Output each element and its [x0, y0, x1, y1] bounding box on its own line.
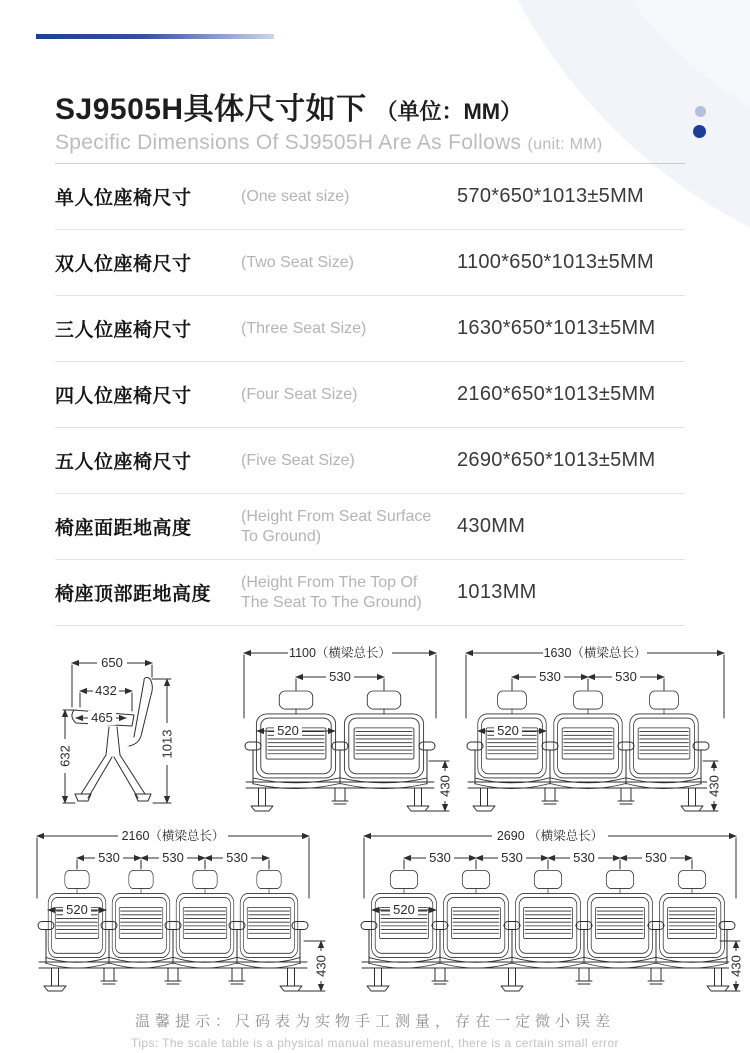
table-row	[55, 164, 685, 230]
row-label-zh: 双人位座椅尺寸	[55, 254, 192, 275]
page-subtitle	[55, 131, 603, 155]
two-seat-diagram	[240, 643, 460, 818]
page-title-unit: （单位：MM）	[375, 99, 523, 124]
dim-label-530: 530	[615, 669, 637, 684]
dim-label-430: 430	[706, 775, 722, 797]
dim-label-530: 530	[645, 850, 667, 865]
dim-label-520: 520	[277, 723, 299, 738]
decor-dot-light	[695, 106, 706, 117]
row-label-zh: 单人位座椅尺寸	[55, 188, 192, 209]
dim-label-530: 530	[501, 850, 523, 865]
row-label-en: (One seat size)	[241, 187, 350, 205]
row-value: 2160*650*1013±5MM	[457, 383, 656, 405]
dim-label-520: 520	[393, 902, 415, 917]
dim-label-632: 632	[57, 745, 73, 767]
row-value: 430MM	[457, 515, 526, 537]
four-seat-diagram	[25, 828, 355, 1013]
row-label-zh: 三人位座椅尺寸	[55, 320, 192, 341]
dim-label-530: 530	[539, 669, 561, 684]
dim-label-total: 2160（横梁总长）	[121, 829, 225, 843]
dim-label-650: 650	[101, 655, 123, 670]
dim-label-total: 1630（横梁总长）	[543, 646, 647, 660]
pedestal-column	[106, 727, 120, 755]
pedestal-feet	[75, 794, 151, 801]
row-value: 1013MM	[457, 581, 537, 603]
row-label-en: (Height From Seat Surface To Ground)	[241, 507, 432, 545]
side-view-diagram	[55, 643, 185, 818]
row-label-zh: 五人位座椅尺寸	[55, 452, 192, 473]
row-value: 570*650*1013±5MM	[457, 185, 645, 207]
tips-footer	[0, 1010, 750, 1050]
tips-text-zh: 温馨提示：尺码表为实物手工测量，存在一定微小误差	[134, 1013, 615, 1030]
row-value: 1100*650*1013±5MM	[457, 251, 654, 273]
dim-label-520: 520	[66, 902, 88, 917]
dim-label-520: 520	[497, 723, 519, 738]
pedestal-legs	[81, 755, 145, 798]
dim-label-465: 465	[91, 710, 113, 725]
table-row	[55, 296, 685, 362]
dim-label-530: 530	[98, 850, 120, 865]
dim-label-530: 530	[329, 669, 351, 684]
page-subtitle-unit: (unit: MM)	[527, 136, 603, 153]
three-seat-diagram	[460, 643, 730, 818]
page-subtitle-text: Specific Dimensions Of SJ9505H Are As Follows	[55, 131, 522, 154]
dim-label-total: 2690 （横梁总长）	[496, 829, 604, 843]
backrest-outline	[129, 679, 152, 746]
row-label-en: (Three Seat Size)	[241, 319, 367, 337]
table-row	[55, 230, 685, 296]
decor-dot-dark	[693, 125, 706, 138]
row-label-zh: 椅座顶部距地高度	[55, 584, 212, 605]
table-row	[55, 560, 685, 626]
row-label-en: (Four Seat Size)	[241, 385, 358, 403]
dim-label-432: 432	[95, 683, 117, 698]
row-label-zh: 椅座面距地高度	[55, 518, 192, 539]
dim-label-530: 530	[162, 850, 184, 865]
dim-label-530: 530	[226, 850, 248, 865]
row-label-en: (Five Seat Size)	[241, 451, 355, 469]
dim-label-430: 430	[313, 955, 329, 977]
table-row	[55, 362, 685, 428]
dim-label-530: 530	[429, 850, 451, 865]
row-value: 2690*650*1013±5MM	[457, 449, 656, 471]
dim-label-430: 430	[728, 955, 744, 977]
row-label-en: (Two Seat Size)	[241, 253, 354, 271]
dim-label-1013: 1013	[159, 729, 175, 759]
five-seat-diagram	[358, 828, 743, 1013]
tips-text-en: Tips: The scale table is a physical manual measurement, there is a certain small error	[131, 1036, 619, 1050]
row-label-en: (Height From The Top Of The Seat To The Ground)	[241, 573, 422, 611]
page-title-text: SJ9505H具体尺寸如下	[55, 93, 367, 126]
page-title	[55, 84, 522, 128]
row-label-zh: 四人位座椅尺寸	[55, 386, 192, 407]
table-row	[55, 428, 685, 494]
dim-label-530: 530	[573, 850, 595, 865]
table-row	[55, 494, 685, 560]
dim-label-430: 430	[437, 775, 453, 797]
dim-label-total: 1100（横梁总长）	[289, 646, 391, 660]
accent-bar	[36, 34, 274, 39]
dimension-table	[55, 163, 685, 626]
row-value: 1630*650*1013±5MM	[457, 317, 656, 339]
